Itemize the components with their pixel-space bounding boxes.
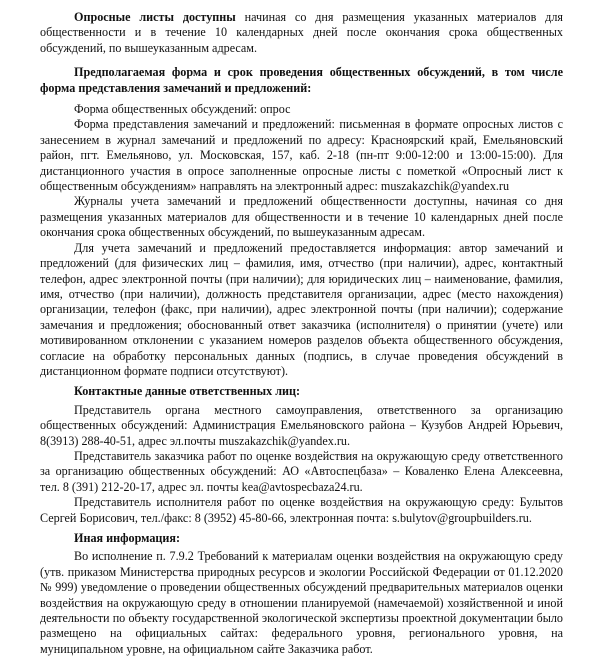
other-paragraph-1: Во исполнение п. 7.9.2 Требований к материалам оценки воздействия на окружающую среду (утв. приказом Министерства природных ресурсов и экологии Российской Федерации от 01.12.2020 № 999) уведомление о проведении общественных обсуждений предварительных материалов оценки воздействия на окружающую среду в отношении планируемой (намечаемой) хозяйственной и иной деятельности по объекту государственной экологической экспертизы проектной документации было размещено на официальных сайтах: федерального уровня, регионального уровня, на муниципальном уровне, на официальном сайте Заказчика работ. — [40, 549, 563, 656]
form-paragraph-4: Для учета замечаний и предложений предоставляется информация: автор замечаний и предложений (для физических лиц – фамилия, имя, отчество (при наличии), адрес, контактный телефон, адрес электронной почты (при наличии); для юридических лиц – наименование, фамилия, имя, отчество (при наличии), должность представителя организации, адрес (место нахождения) организации, телефон (факс, при наличии), адрес электронной почты (при наличии); содержание замечания и предложения; обоснованный ответ заказчика (исполнителя) о принятии (учете) или мотивированном отклонении с указанием номеров разделов объекта общественного обсуждения, согласие на обработку персональных данных (подпись, в случае проведения обсуждений в дистанционном формате подписи отсутствуют). — [40, 240, 563, 378]
form-section-heading: Предполагаемая форма и срок проведения общественных обсуждений, в том числе форма представления замечаний и предложений: — [40, 65, 563, 95]
contacts-section-heading: Контактные данные ответственных лиц: — [74, 384, 301, 399]
contacts-paragraph-1: Представитель органа местного самоуправления, ответственного за организацию общественных обсуждений: Администрация Емельяновского района – Кузубов Андрей Юрьевич, 8(3913) 288-40-51, адрес эл.почты muszakazchik@yandex.ru. — [40, 402, 563, 448]
contacts-paragraph-2: Представитель заказчика работ по оценке воздействия на окружающую среду ответственного за организацию общественных обсуждений: АО «Автоспецбаза» – Коваленко Елена Алексеевна, тел. 8 (391) 212-20-17, адрес эл. почты kea@avtospecbaza24.ru. — [40, 448, 563, 494]
other-section-heading: Иная информация: — [74, 531, 180, 545]
intro-paragraph — [40, 10, 563, 56]
intro-bold-lead: Опросные листы доступны — [74, 10, 236, 24]
contacts-paragraph-3: Представитель исполнителя работ по оценке воздействия на окружающую среду: Булытов Сергей Борисович, тел./факс: 8 (3952) 45-80-66, электронная почта: s.bulytov@groupbuilders.ru. — [40, 495, 563, 525]
document-page — [40, 10, 563, 657]
intro-text: начиная со дня размещения указанных материалов для общественности и в течение 10 календарных дней после окончания срока общественных обсуждений, по вышеуказанным адресам. — [40, 10, 563, 55]
form-paragraph-2: Форма представления замечаний и предложений: письменная в формате опросных листов с занесением в журнал замечаний и предложений по адресу: Красноярский край, Емельяновский район, пгт. Емельяново, ул. Московская, 157, каб. 2-18 (пн-пт 9:00-12:00 и 13:00-15:00). Для дистанционного участия в опросе заполненные опросные листы с пометкой «Опросный лист к общественным обсуждениям» направлять на электронный адрес: muszakazchik@yandex.ru — [40, 117, 563, 194]
form-paragraph-1: Форма общественных обсуждений: опрос — [74, 102, 291, 117]
form-paragraph-3: Журналы учета замечаний и предложений общественности доступны, начиная со дня размещения указанных материалов для общественности и в течение 10 календарных дней после окончания срока общественных обсуждений, по вышеуказанным адресам. — [40, 194, 563, 240]
